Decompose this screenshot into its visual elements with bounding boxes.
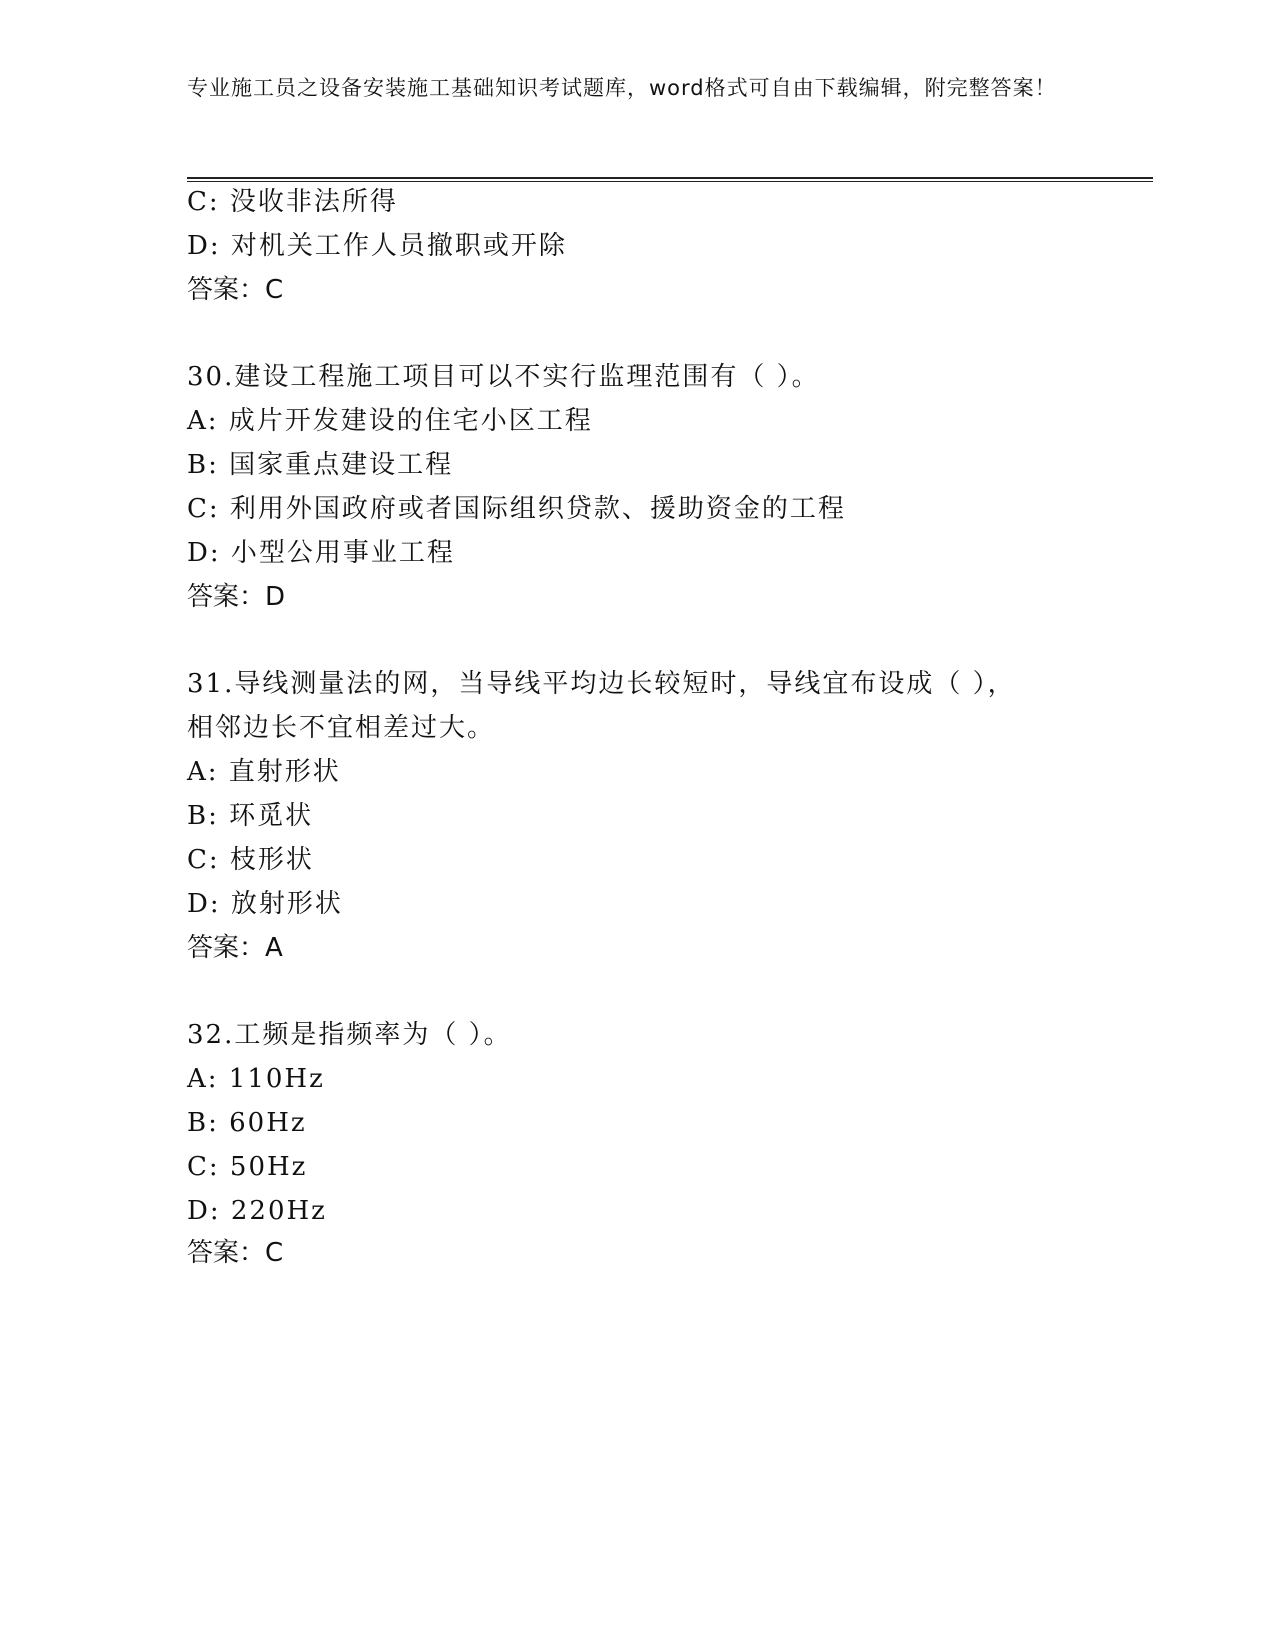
q31-option-d: D: 放射形状 (187, 889, 343, 919)
q29-option-d: D: 对机关工作人员撤职或开除 (187, 231, 567, 261)
q32-option-c: C: 50Hz (187, 1152, 308, 1182)
q30-option-d: D: 小型公用事业工程 (187, 538, 455, 568)
q31-stem-line2: 相邻边长不宜相差过大。 (187, 713, 496, 743)
q32-option-d: D: 220Hz (187, 1196, 327, 1226)
q31-option-a: A: 直射形状 (187, 757, 341, 787)
q29-option-c: C: 没收非法所得 (187, 187, 398, 217)
document-header: 专业施工员之设备安装施工基础知识考试题库，word格式可自由下载编辑，附完整答案！ (187, 76, 1057, 100)
q29-answer: 答案：C (187, 275, 284, 305)
q30-option-b: B: 国家重点建设工程 (187, 450, 454, 480)
q32-stem: 32.工频是指频率为（ ）。 (187, 1020, 512, 1050)
q31-option-c: C: 枝形状 (187, 845, 314, 875)
q32-option-a: A: 110Hz (187, 1064, 325, 1094)
header-divider (187, 177, 1153, 182)
q30-option-c: C: 利用外国政府或者国际组织贷款、援助资金的工程 (187, 494, 846, 524)
q32-option-b: B: 60Hz (187, 1108, 307, 1138)
q30-stem: 30.建设工程施工项目可以不实行监理范围有（ ）。 (187, 362, 820, 392)
q31-answer: 答案：A (187, 933, 283, 963)
q30-option-a: A: 成片开发建设的住宅小区工程 (187, 406, 593, 436)
q30-answer: 答案：D (187, 582, 286, 612)
q32-answer: 答案：C (187, 1238, 284, 1268)
q31-stem-line1: 31.导线测量法的网，当导线平均边长较短时，导线宜布设成（ ）， (187, 669, 1016, 699)
q31-option-b: B: 环觅状 (187, 801, 314, 831)
